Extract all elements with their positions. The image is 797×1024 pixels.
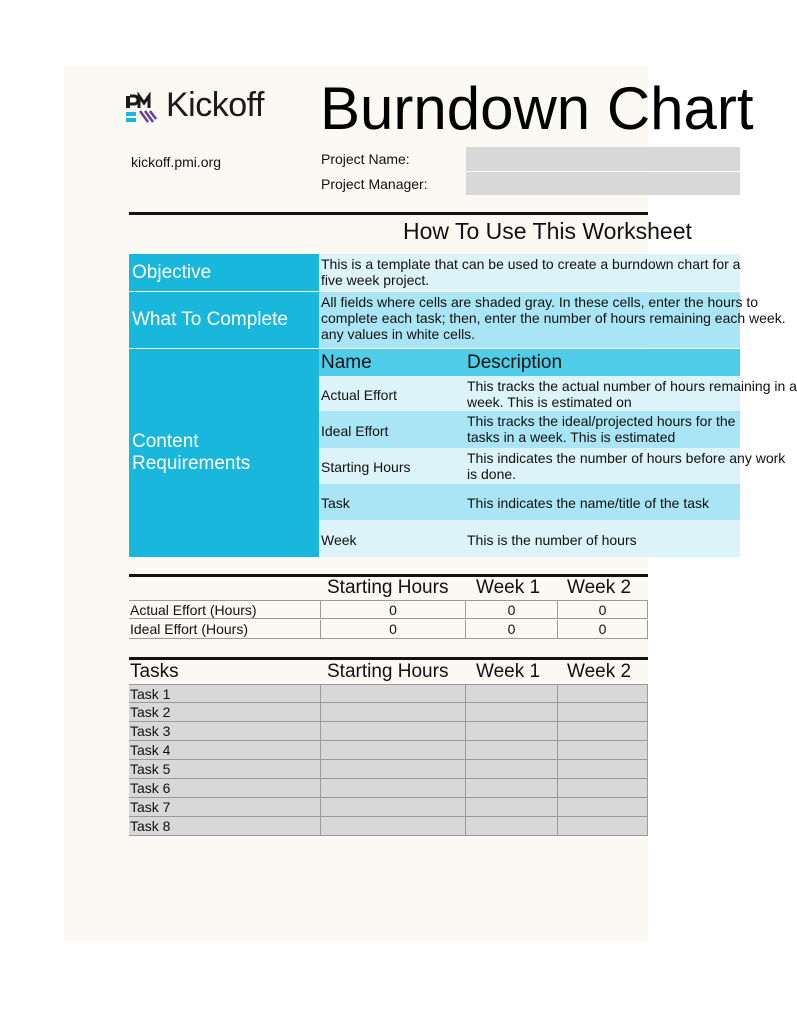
week-1-input[interactable]: [465, 722, 557, 740]
table-row: [129, 741, 648, 760]
week-1-input[interactable]: [465, 817, 557, 835]
week-2-input[interactable]: [557, 817, 648, 835]
task-name: Task 7: [130, 799, 171, 815]
starting-hours-input[interactable]: [320, 722, 465, 740]
col-week-2: Week 2: [567, 661, 632, 682]
week-2-input[interactable]: [557, 703, 648, 721]
week-1-input[interactable]: [465, 779, 557, 797]
week-2-input[interactable]: [557, 685, 648, 702]
week-2-input[interactable]: [557, 760, 648, 778]
objective-text: This is a template that can be used to create a burndown chart for a five week project.: [319, 254, 740, 291]
starting-hours-input[interactable]: [320, 685, 465, 702]
col-starting-hours: Starting Hours: [327, 577, 449, 598]
task-name: Task 4: [130, 742, 171, 758]
project-manager-field[interactable]: [466, 172, 740, 195]
starting-hours-input[interactable]: [320, 817, 465, 835]
starting-hours-input[interactable]: [320, 741, 465, 759]
row-label: Actual Effort (Hours): [130, 602, 257, 618]
page-title: Burndown Chart: [320, 75, 754, 142]
project-name-field[interactable]: [466, 147, 740, 171]
kickoff-logo: [126, 88, 306, 128]
req-name-ideal-effort: Ideal Effort: [319, 411, 465, 448]
actual-week-1: 0: [465, 601, 557, 618]
col-week-1: Week 1: [476, 577, 541, 598]
week-1-input[interactable]: [465, 685, 557, 702]
week-1-input[interactable]: [465, 703, 557, 721]
table-row: [129, 722, 648, 741]
ideal-week-1: 0: [465, 620, 557, 638]
ideal-starting-hours: 0: [320, 620, 465, 638]
brand-name: Kickoff: [166, 86, 264, 124]
table-row: [129, 779, 648, 798]
table-row: [129, 703, 648, 722]
req-name-task: Task: [319, 484, 465, 520]
table-row: [129, 684, 648, 703]
name-column-header: Name: [319, 349, 465, 376]
table-row: [129, 620, 648, 639]
task-name: Task 3: [130, 723, 171, 739]
table-row: [129, 798, 648, 817]
actual-starting-hours: 0: [320, 601, 465, 618]
project-manager-label: Project Manager:: [321, 176, 428, 192]
req-desc-starting-hours: This indicates the number of hours before any work is done.: [467, 450, 786, 482]
starting-hours-input[interactable]: [320, 779, 465, 797]
row-label: Ideal Effort (Hours): [130, 621, 249, 637]
task-name: Task 8: [130, 818, 171, 834]
col-starting-hours: Starting Hours: [327, 661, 449, 682]
week-1-input[interactable]: [465, 741, 557, 759]
actual-week-2: 0: [557, 601, 648, 618]
req-name-week: Week: [319, 520, 465, 557]
task-name: Task 5: [130, 761, 171, 777]
website-link[interactable]: kickoff.pmi.org: [131, 154, 221, 170]
table-row: [129, 760, 648, 779]
what-to-complete-text: All fields where cells are shaded gray. In these cells, enter the hours to complete each task; then, enter the number of hours remaining each week. any values in white cells.: [319, 292, 740, 348]
req-desc-actual-effort: This tracks the actual number of hours remaining in a week. This is estimated on: [467, 378, 797, 410]
col-week-2: Week 2: [567, 577, 632, 598]
req-name-actual-effort: Actual Effort: [319, 376, 465, 411]
week-1-input[interactable]: [465, 798, 557, 816]
ideal-week-2: 0: [557, 620, 648, 638]
req-desc-ideal-effort: This tracks the ideal/projected hours for the tasks in a week. This is estimated: [465, 411, 740, 448]
week-2-input[interactable]: [557, 722, 648, 740]
objective-label: Objective: [129, 254, 319, 291]
table-row: [129, 817, 648, 836]
divider: [129, 657, 648, 660]
what-to-complete-label: What To Complete: [129, 292, 319, 348]
week-2-input[interactable]: [557, 798, 648, 816]
pmi-logo-icon: [126, 94, 158, 124]
starting-hours-input[interactable]: [320, 703, 465, 721]
description-column-header: Description: [465, 349, 740, 376]
col-week-1: Week 1: [476, 661, 541, 682]
req-desc-task: This indicates the name/title of the task: [465, 484, 740, 520]
content-requirements-label: Content Requirements: [129, 349, 319, 557]
req-desc-week: This is the number of hours: [465, 520, 740, 557]
table-row: [129, 600, 648, 619]
task-name: Task 1: [130, 686, 171, 702]
week-2-input[interactable]: [557, 741, 648, 759]
starting-hours-input[interactable]: [320, 798, 465, 816]
week-1-input[interactable]: [465, 760, 557, 778]
col-tasks: Tasks: [130, 661, 179, 682]
week-2-input[interactable]: [557, 779, 648, 797]
project-name-label: Project Name:: [321, 151, 410, 167]
starting-hours-input[interactable]: [320, 760, 465, 778]
req-name-starting-hours: Starting Hours: [319, 448, 465, 484]
divider: [129, 212, 648, 215]
task-name: Task 6: [130, 780, 171, 796]
howto-title: How To Use This Worksheet: [403, 218, 692, 244]
task-name: Task 2: [130, 704, 171, 720]
